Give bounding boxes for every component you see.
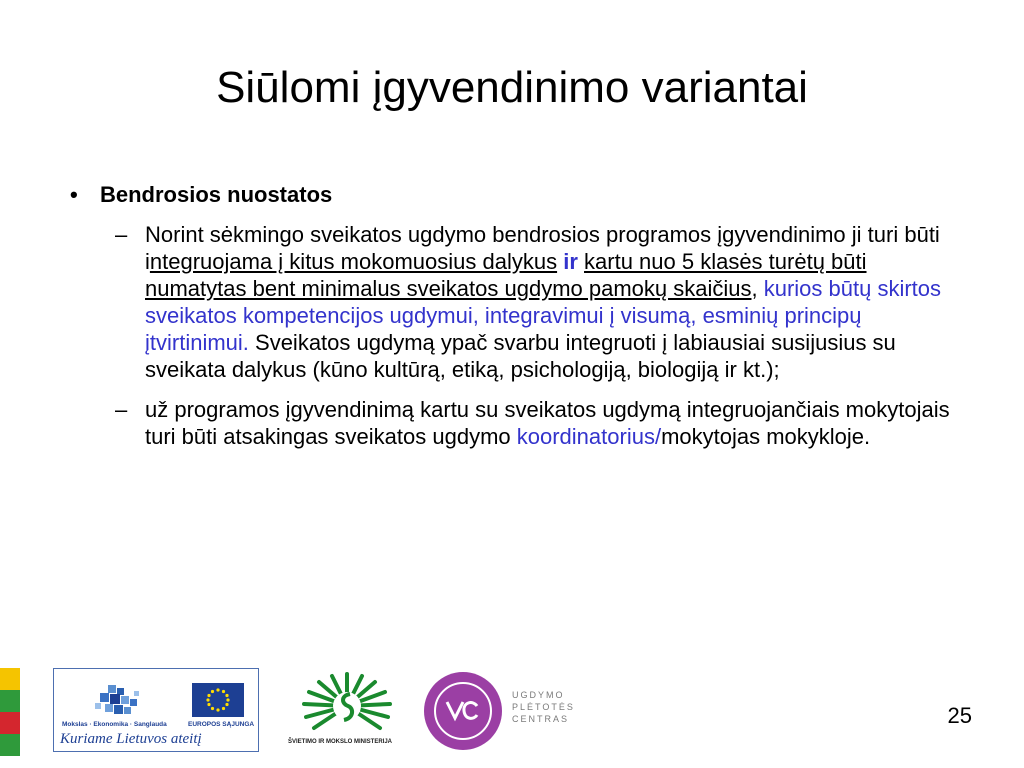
underlined-run: kartu nuo 5 klasės turėtų būti numatytas bent minimalus sveikatos ugdymo pamokų skaičius xyxy=(145,249,867,301)
esf-logo-box xyxy=(53,668,259,752)
underlined-run: ntegruojama į kitus mokomuosius dalykus xyxy=(149,249,558,274)
stripe-yellow xyxy=(0,668,20,690)
footer-logos xyxy=(0,660,1024,768)
slide-body xyxy=(70,180,970,450)
bullet-heading xyxy=(70,180,970,210)
dash-marker: – xyxy=(115,222,128,247)
stripe-red xyxy=(0,712,20,734)
bullet-heading-text: Bendrosios nuostatos xyxy=(100,182,333,207)
sub-item-2 xyxy=(115,396,955,450)
slide-title: Siūlomi įgyvendinimo variantai xyxy=(216,63,808,112)
stripe-green xyxy=(0,690,20,712)
text-run: Sveikatos ugdymą ypač svarbu integruoti į labiausiai susijusius su sveikata dalykus (kūno kultūrą, etiką, psichologiją, biologiją ir kt.); xyxy=(145,330,896,382)
text-run: mokytojas mokykloje. xyxy=(661,424,871,449)
eu-flag-icon xyxy=(192,683,244,717)
tagline: Kuriame Lietuvos ateitį xyxy=(60,731,202,747)
eu-caption: EUROPOS SĄJUNGA xyxy=(188,721,255,728)
upc-name xyxy=(512,689,575,725)
sub-item-1 xyxy=(115,221,955,383)
text-run: už programos įgyvendinimą kartu su sveikatos ugdymą integruojančiais mokytojais turi būti atsakingas sveikatos ugdymo xyxy=(145,397,950,449)
text-run: Norint sėkmingo sveikatos ugdymo bendrosios programos įgyvendinimo ji turi būti i xyxy=(145,222,940,274)
stripe-green-2 xyxy=(0,734,20,756)
text-run: , xyxy=(751,276,764,301)
dash-marker: – xyxy=(115,397,128,422)
bullet-marker: • xyxy=(70,182,78,207)
highlighted-run: koordinatorius/ xyxy=(516,424,662,449)
upc-line-3: CENTRAS xyxy=(512,714,570,724)
highlighted-run: kurios būtų skirtos sveikatos kompetencijos ugdymui, integravimui į visumą, esminių principų įtvirtinimui. xyxy=(145,276,942,355)
esf-cubes-icon xyxy=(90,683,150,723)
upc-line-1: UGDYMO xyxy=(512,690,565,700)
upc-logo-icon xyxy=(424,672,502,750)
ministry-caption: ŠVIETIMO IR MOKSLO MINISTERIJA xyxy=(288,739,393,745)
upc-line-2: PLĖTOTĖS xyxy=(512,702,575,712)
page-number: 25 xyxy=(947,703,972,728)
emphasis-run: ir xyxy=(563,249,578,274)
esf-caption: Mokslas · Ekonomika · Sanglauda xyxy=(62,721,167,728)
